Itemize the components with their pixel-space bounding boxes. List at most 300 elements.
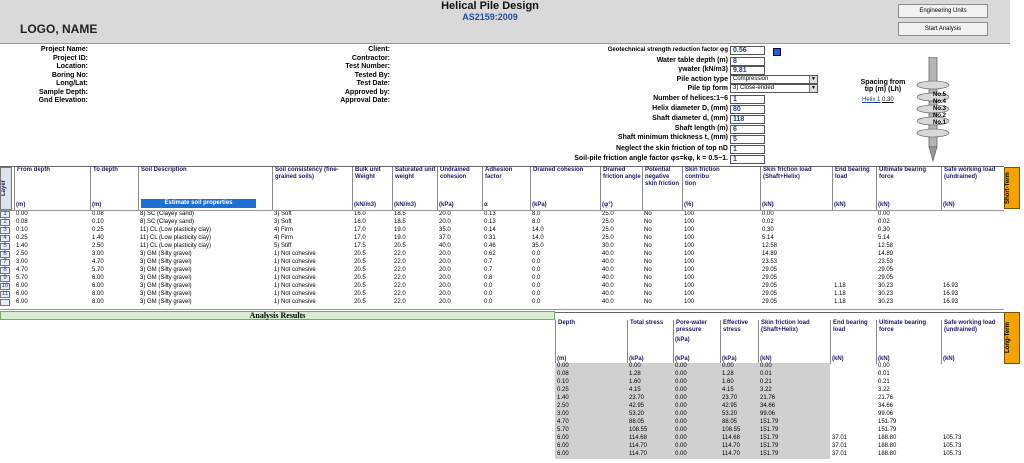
soil-table-cell[interactable]: 20.5	[354, 291, 366, 297]
soil-table-cell[interactable]: 0.14	[484, 227, 496, 233]
analysis-table-cell: 0.00	[673, 395, 720, 403]
soil-table-cell[interactable]: 0.7	[484, 267, 493, 273]
pile-tip-label: Pile tip form	[687, 85, 728, 92]
soil-col-header: Soil consistency (fine-grained soils)	[272, 167, 352, 210]
soil-table-cell[interactable]: 11) CL (Low plasticity clay)	[140, 235, 212, 241]
analysis-table-cell	[830, 371, 876, 379]
soil-table-cell: 0.00	[878, 211, 890, 217]
soil-table-cell[interactable]: 100	[684, 291, 695, 297]
soil-col-header: Bulk unit Weight	[352, 167, 392, 210]
helix-number: No.1	[933, 120, 947, 126]
estimate-soil-properties-button[interactable]: Estimate soil properties	[141, 199, 256, 208]
neglect-skin-label: Neglect the skin friction of top nD	[615, 145, 728, 152]
analysis-table-cell: 0.10	[555, 379, 627, 387]
soil-table-cell[interactable]: No	[644, 219, 652, 225]
soil-col-header: Adhesion factor	[482, 167, 530, 210]
analysis-table-cell: 114.70	[720, 451, 758, 459]
soil-table-cell: 0.30	[878, 227, 890, 233]
soil-table-cell[interactable]: 3) GM (Silty gravel)	[140, 267, 192, 273]
soil-table-cell: 16.93	[943, 291, 959, 297]
soil-table-cell: 12.58	[762, 243, 778, 249]
soil-table-cell[interactable]: 35.0	[439, 227, 451, 233]
soil-table-cell: 1.18	[834, 299, 846, 305]
soil-col-header: Undrained cohesion	[437, 167, 482, 210]
analysis-table-cell	[941, 379, 1001, 387]
soil-col-header: Ultimate bearing force	[876, 167, 941, 210]
soil-table-cell[interactable]: 100	[684, 299, 695, 305]
pile-action-label: Pile action type	[676, 76, 728, 83]
soil-table-cell[interactable]: 0.0	[484, 299, 493, 305]
soil-table-cell[interactable]: 22.0	[394, 259, 406, 265]
soil-table-cell[interactable]: 100	[684, 211, 695, 217]
soil-pile-friction-input[interactable]: 1	[730, 155, 765, 164]
analysis-results-title: Analysis Results	[0, 311, 555, 320]
row-number[interactable]: 7	[0, 259, 10, 266]
analysis-table-cell: 1.28	[627, 371, 673, 379]
soil-table-cell[interactable]: 6.00	[16, 283, 28, 289]
helices-input[interactable]: 1	[730, 95, 765, 104]
analysis-col-header: Effective stress	[720, 320, 758, 364]
shaft-length-input[interactable]: 6	[730, 125, 765, 134]
soil-table-cell[interactable]: No	[644, 251, 652, 257]
soil-table-cell[interactable]: 1) Not cohesive	[274, 283, 316, 289]
row-number[interactable]: 3	[0, 227, 10, 234]
soil-table-cell[interactable]: 0.31	[484, 235, 496, 241]
soil-table-cell[interactable]: 2.50	[92, 243, 104, 249]
analysis-table-cell	[830, 403, 876, 411]
soil-table-cell[interactable]: 1) Not cohesive	[274, 291, 316, 297]
soil-table-cell[interactable]: 100	[684, 267, 695, 273]
project-field-label: Tested By:	[354, 71, 390, 79]
soil-table-cell[interactable]: 0.25	[16, 235, 28, 241]
chevron-down-icon[interactable]: ▼	[809, 76, 817, 83]
long-term-tab[interactable]: Long-Term	[1004, 312, 1020, 364]
engineering-units-button[interactable]: Engineering Units	[898, 4, 988, 18]
soil-table-cell[interactable]: 22.0	[394, 275, 406, 281]
soil-table-cell[interactable]: 14.0	[532, 227, 544, 233]
soil-table-cell[interactable]: 100	[684, 219, 695, 225]
analysis-table-cell	[941, 419, 1001, 427]
analysis-table-cell	[830, 395, 876, 403]
neglect-skin-input[interactable]: 1	[730, 145, 765, 154]
soil-table-cell[interactable]: 20.5	[354, 251, 366, 257]
soil-table-cell[interactable]: 1.40	[92, 235, 104, 241]
soil-table-cell[interactable]: 8.0	[532, 211, 541, 217]
soil-table-cell[interactable]: 18.5	[394, 219, 406, 225]
strength-reduction-input[interactable]: 0.56	[730, 46, 765, 55]
soil-table-cell[interactable]: 22.0	[394, 299, 406, 305]
soil-table-cell[interactable]: 22.0	[394, 291, 406, 297]
soil-table-cell[interactable]: No	[644, 243, 652, 249]
pile-tip-select[interactable]	[730, 84, 818, 93]
soil-table-cell[interactable]: 0.0	[532, 283, 541, 289]
analysis-table-cell: 3.00	[555, 411, 627, 419]
analysis-table-cell: 0.00	[758, 363, 830, 371]
soil-table-cell[interactable]: 100	[684, 227, 695, 233]
soil-table-cell[interactable]: 100	[684, 283, 695, 289]
soil-table-cell[interactable]: 40.0	[602, 299, 614, 305]
soil-table-cell[interactable]: 1.40	[16, 243, 28, 249]
soil-table-cell[interactable]: 5) Stiff	[274, 243, 292, 249]
soil-table-cell[interactable]: 17.5	[354, 243, 366, 249]
analysis-table-cell: 1.60	[627, 379, 673, 387]
project-field-label: Contractor:	[351, 54, 390, 62]
analysis-table-cell: 37.01	[832, 443, 848, 449]
analysis-table-cell: 42.95	[720, 403, 758, 411]
soil-table-cell[interactable]: 40.0	[602, 251, 614, 257]
soil-table-cell[interactable]: 8.00	[92, 299, 104, 305]
soil-table-cell[interactable]: 0.7	[484, 259, 493, 265]
soil-table-cell: 30.23	[878, 291, 894, 297]
soil-table-cell[interactable]: 40.0	[602, 291, 614, 297]
analysis-table-cell: 4.15	[720, 387, 758, 395]
soil-table-cell[interactable]: 0.0	[532, 259, 541, 265]
soil-table-cell[interactable]: 0.0	[484, 291, 493, 297]
analysis-table-cell: 151.79	[758, 435, 830, 443]
soil-col-unit: (m)	[92, 202, 102, 208]
soil-table-cell[interactable]: No	[644, 275, 652, 281]
soil-table-cell[interactable]: 3) GM (Silty gravel)	[140, 299, 192, 305]
soil-table-cell[interactable]: 22.0	[394, 267, 406, 273]
soil-table-cell[interactable]: 4) Firm	[274, 235, 293, 241]
analysis-table-cell	[941, 403, 1001, 411]
soil-table-cell[interactable]: 3) GM (Silty gravel)	[140, 291, 192, 297]
analysis-table-cell: 108.55	[627, 427, 673, 435]
project-field-label: Test Number:	[345, 63, 390, 70]
soil-table-cell[interactable]: 40.0	[602, 275, 614, 281]
color-indicator[interactable]	[773, 48, 781, 56]
soil-table-cell[interactable]: 1) Not cohesive	[274, 299, 316, 305]
analysis-table-cell: 105.73	[943, 451, 962, 457]
soil-table-cell[interactable]: 0.0	[532, 267, 541, 273]
soil-table-cell[interactable]: 6.00	[92, 275, 104, 281]
strength-reduction-label: Geotechnical strength reduction factor φg	[607, 47, 728, 53]
soil-table-cell[interactable]: 1) Not cohesive	[274, 267, 316, 273]
soil-table-cell[interactable]: 20.0	[439, 219, 451, 225]
analysis-table-cell: 188.80	[878, 443, 897, 449]
analysis-table-cell: 37.01	[832, 435, 848, 441]
soil-table-cell[interactable]: No	[644, 259, 652, 265]
soil-table-cell[interactable]: 14.0	[532, 235, 544, 241]
soil-table-cell[interactable]: 11) CL (Low plasticity clay)	[140, 243, 212, 249]
soil-table-cell[interactable]: 25.0	[602, 211, 614, 217]
soil-table-cell[interactable]: 20.0	[439, 299, 451, 305]
soil-table-cell[interactable]: 0.0	[532, 275, 541, 281]
project-field-label: Gnd Elevation:	[38, 97, 88, 104]
analysis-table-cell: 42.95	[627, 403, 673, 411]
analysis-table-cell: 23.70	[627, 395, 673, 403]
soil-table-cell[interactable]: 100	[684, 235, 695, 241]
soil-col-header: Skin friction load (Shaft+Helix)	[760, 167, 832, 210]
water-table-input[interactable]: 8	[730, 57, 765, 66]
row-number[interactable]: 6	[0, 251, 10, 258]
soil-table-cell: 29.05	[762, 267, 778, 273]
helix-numbers	[933, 92, 946, 127]
soil-table-cell[interactable]: 0.62	[484, 251, 496, 257]
row-number[interactable]: 9	[0, 275, 10, 282]
soil-table-cell[interactable]: 20.5	[354, 267, 366, 273]
analysis-table-cell: 21.76	[878, 395, 894, 401]
soil-table-cell[interactable]: No	[644, 235, 652, 241]
soil-table-cell[interactable]: 40.0	[602, 267, 614, 273]
soil-table-cell[interactable]: 2.50	[16, 251, 28, 257]
soil-table-cell[interactable]: 6.00	[92, 283, 104, 289]
soil-table-cell[interactable]: 0.0	[532, 251, 541, 257]
soil-table-cell[interactable]: 1) Not cohesive	[274, 251, 316, 257]
soil-table-cell: 23.53	[762, 259, 778, 265]
soil-table-cell: 0.02	[762, 219, 774, 225]
analysis-table-cell: 0.08	[555, 371, 627, 379]
analysis-table-cell: 114.70	[720, 443, 758, 451]
analysis-table-cell: 0.21	[758, 379, 830, 387]
soil-table-cell[interactable]: 6.00	[16, 291, 28, 297]
analysis-col-header: Skin friction load (Shaft+Helix)	[758, 320, 830, 364]
soil-table-cell[interactable]: 25.0	[602, 235, 614, 241]
analysis-table-cell: 0.00	[673, 451, 720, 459]
soil-table-cell[interactable]: 25.0	[602, 219, 614, 225]
soil-table-cell[interactable]: 40.0	[602, 283, 614, 289]
soil-table-cell[interactable]: 20.0	[439, 267, 451, 273]
soil-table-cell: 30.23	[878, 283, 894, 289]
project-field-label: Client:	[368, 46, 390, 53]
soil-table-cell[interactable]: 8) SC (Clayey sand)	[140, 219, 195, 225]
analysis-table-cell: 6.00	[555, 443, 627, 451]
soil-table-cell[interactable]: 0.08	[92, 211, 104, 217]
soil-table-cell[interactable]: 19.0	[394, 227, 406, 233]
soil-table-cell[interactable]: 20.5	[394, 243, 406, 249]
project-field-label: Location:	[56, 63, 88, 70]
soil-table-cell[interactable]: 8.00	[92, 291, 104, 297]
soil-table-cell[interactable]: 1) Not cohesive	[274, 259, 316, 265]
soil-table-cell[interactable]: 3) Soft	[274, 211, 292, 217]
row-number[interactable]: 8	[0, 267, 10, 274]
analysis-table-cell: 0.00	[673, 387, 720, 395]
soil-table-cell[interactable]: 0.0	[532, 299, 541, 305]
analysis-col-unit: (kN)	[943, 356, 955, 362]
row-number[interactable]: 11	[1, 291, 9, 297]
start-analysis-button[interactable]: Start Analysis	[898, 22, 988, 36]
soil-table-cell[interactable]: No	[644, 291, 652, 297]
soil-table-cell[interactable]: 30.0	[602, 243, 614, 249]
soil-table-cell[interactable]: 18.5	[394, 211, 406, 217]
analysis-col-unit: (kN)	[760, 356, 772, 362]
helix-number: No.4	[933, 99, 947, 105]
helix-diameter-input[interactable]: 80	[730, 105, 765, 114]
soil-col-header: Drained friction angle	[600, 167, 642, 210]
soil-table-cell: 14.89	[878, 251, 894, 257]
shaft-diameter-input[interactable]: 118	[730, 115, 765, 124]
helix1-value[interactable]: 0.30	[882, 97, 894, 103]
soil-table-cell: 16.93	[943, 299, 959, 305]
analysis-table-cell	[941, 395, 1001, 403]
analysis-table-cell: 0.25	[555, 387, 627, 395]
soil-table-cell[interactable]: 17.0	[354, 227, 366, 233]
soil-table-cell[interactable]: No	[644, 267, 652, 273]
helices-label: Number of helices:1~6	[653, 95, 728, 102]
chevron-down-icon[interactable]: ▼	[809, 85, 817, 92]
analysis-table-cell: 1.28	[720, 371, 758, 379]
soil-table-cell[interactable]: 0.13	[484, 219, 496, 225]
analysis-table-cell: 0.00	[878, 363, 890, 369]
soil-table-cell[interactable]: 1) Not cohesive	[274, 275, 316, 281]
analysis-col-header: End bearing load	[830, 320, 876, 364]
soil-col-header: Skin friction contribu tion	[682, 167, 720, 210]
soil-table-cell[interactable]: 35.0	[532, 243, 544, 249]
analysis-table-cell: 0.00	[673, 403, 720, 411]
analysis-table-cell	[941, 387, 1001, 395]
soil-table-cell[interactable]: 20.0	[439, 283, 451, 289]
analysis-table-cell: 151.79	[878, 427, 897, 433]
analysis-table-cell: 21.76	[758, 395, 830, 403]
soil-table-cell[interactable]: 37.0	[439, 235, 451, 241]
pile-tip-value: 3) Close-ended	[733, 85, 775, 91]
soil-table-cell[interactable]: 20.5	[354, 259, 366, 265]
company-logo-text: LOGO, NAME	[20, 22, 98, 36]
soil-table-cell[interactable]: 20.0	[439, 291, 451, 297]
short-term-tab[interactable]: Short-Term	[1004, 167, 1020, 209]
project-field-label: Test Date:	[356, 80, 390, 87]
soil-table-cell[interactable]: No	[644, 211, 652, 217]
soil-table-cell[interactable]: 0.10	[16, 227, 28, 233]
soil-table-cell[interactable]: 20.0	[439, 259, 451, 265]
soil-col-unit: (kPa)	[532, 202, 547, 208]
analysis-table-cell: 0.00	[673, 427, 720, 435]
page-subtitle: AS2159:2009	[462, 12, 518, 22]
soil-table-cell[interactable]: 25.0	[602, 227, 614, 233]
project-field-label: Long/Lat:	[56, 80, 88, 87]
soil-table-cell[interactable]: 17.0	[354, 235, 366, 241]
soil-table-cell[interactable]: 3.00	[16, 259, 28, 265]
soil-table-cell[interactable]: No	[644, 283, 652, 289]
analysis-table-cell: 4.15	[627, 387, 673, 395]
helix1-link[interactable]: Helix 1	[862, 97, 881, 103]
soil-table-cell[interactable]: 0.8	[484, 275, 493, 281]
analysis-table-cell: 151.79	[758, 443, 830, 451]
soil-table-cell[interactable]: 40.0	[602, 259, 614, 265]
header-bar	[0, 0, 1010, 44]
row-number[interactable]: 2	[0, 219, 10, 226]
soil-table-cell[interactable]: No	[644, 299, 652, 305]
soil-table-cell[interactable]: 3) GM (Silty gravel)	[140, 283, 192, 289]
analysis-table-cell: 114.68	[627, 435, 673, 443]
soil-table-cell[interactable]: 0.00	[16, 211, 28, 217]
soil-table-cell[interactable]: 100	[684, 275, 695, 281]
row-number[interactable]	[0, 299, 10, 306]
shaft-thickness-input[interactable]: 5	[730, 135, 765, 144]
analysis-table-cell: 34.66	[878, 403, 894, 409]
analysis-table-cell: 88.05	[720, 419, 758, 427]
soil-table-cell[interactable]: 22.0	[394, 283, 406, 289]
analysis-table-cell	[830, 411, 876, 419]
soil-table-cell[interactable]: 0.13	[484, 211, 496, 217]
row-number[interactable]: 4	[0, 235, 10, 242]
project-field-label: Sample Depth:	[38, 88, 88, 96]
soil-col-unit: (kN/m3)	[394, 202, 417, 208]
soil-col-header: To depth	[90, 167, 138, 210]
soil-table-cell[interactable]: 100	[684, 251, 695, 257]
soil-col-header: Drained cohesion	[530, 167, 600, 210]
soil-table-cell[interactable]: 6.00	[16, 299, 28, 305]
row-number[interactable]: 5	[0, 243, 10, 250]
soil-table-cell[interactable]: 19.0	[394, 235, 406, 241]
analysis-table-cell: 3.22	[878, 387, 890, 393]
analysis-table-cell	[830, 419, 876, 427]
soil-table-cell[interactable]: 3.00	[92, 251, 104, 257]
analysis-table-cell: 151.79	[878, 419, 897, 425]
project-field-label: Approval Date:	[340, 97, 390, 104]
analysis-table-cell: 188.80	[878, 451, 897, 457]
soil-table-cell[interactable]: 20.5	[354, 275, 366, 281]
soil-table-cell[interactable]: 20.0	[439, 251, 451, 257]
soil-table-cell[interactable]: 3) GM (Silty gravel)	[140, 275, 192, 281]
soil-table-cell[interactable]: 20.5	[354, 299, 366, 305]
soil-table-cell[interactable]: 8) SC (Clayey sand)	[140, 211, 195, 217]
soil-table-cell[interactable]: No	[644, 227, 652, 233]
row-number[interactable]: 1	[0, 211, 10, 218]
soil-table-cell[interactable]: 20.5	[354, 283, 366, 289]
soil-table-cell[interactable]: 8.0	[532, 219, 541, 225]
soil-col-unit: (kN)	[943, 202, 955, 208]
analysis-table-cell	[830, 387, 876, 395]
analysis-table-cell: 0.00	[673, 371, 720, 379]
soil-table-cell[interactable]: 11) CL (Low plasticity clay)	[140, 227, 212, 233]
soil-table-cell[interactable]: 4.70	[92, 259, 104, 265]
analysis-table-cell: 1.60	[720, 379, 758, 387]
soil-table-cell[interactable]: 100	[684, 243, 695, 249]
soil-table-cell[interactable]: 16.0	[354, 211, 366, 217]
soil-table-cell[interactable]: 5.70	[16, 275, 28, 281]
analysis-table-cell: 114.68	[720, 435, 758, 443]
soil-table-cell[interactable]: 100	[684, 259, 695, 265]
spacing-label: Spacing from tip (m) (Lh)	[860, 79, 906, 93]
helix-number: No.5	[933, 92, 947, 98]
soil-table-cell[interactable]: 3) GM (Silty gravel)	[140, 259, 192, 265]
soil-table-cell[interactable]: 20.0	[439, 275, 451, 281]
soil-col-unit: (kN)	[762, 202, 774, 208]
pile-action-select[interactable]	[730, 75, 818, 84]
soil-table-cell: 29.05	[762, 291, 778, 297]
soil-col-header: Safe working load (undrained)	[941, 167, 1001, 210]
soil-table-cell[interactable]: 0.25	[92, 227, 104, 233]
soil-table-cell[interactable]: 20.0	[439, 211, 451, 217]
soil-table-cell: 30.23	[878, 299, 894, 305]
soil-table-cell: 29.05	[878, 275, 894, 281]
soil-table-cell[interactable]: 5.70	[92, 267, 104, 273]
analysis-table-cell: 2.50	[555, 403, 627, 411]
soil-table-cell[interactable]: 4) Firm	[274, 227, 293, 233]
gamma-water-input[interactable]: 9.81	[730, 66, 765, 75]
soil-table-cell[interactable]: 40.0	[439, 243, 451, 249]
soil-table-cell[interactable]: 3) GM (Silty gravel)	[140, 251, 192, 257]
soil-col-unit: (m)	[16, 202, 26, 208]
soil-table-cell[interactable]: 0.08	[16, 219, 28, 225]
soil-table-cell[interactable]: 0.46	[484, 243, 496, 249]
soil-table-cell[interactable]: 4.70	[16, 267, 28, 273]
analysis-table-cell: 0.00	[720, 363, 758, 371]
soil-table-cell[interactable]: 0.10	[92, 219, 104, 225]
soil-col-header: Saturated unit weight	[392, 167, 437, 210]
soil-table-cell[interactable]: 16.0	[354, 219, 366, 225]
soil-table-cell: 29.05	[762, 275, 778, 281]
analysis-table-cell: 0.01	[758, 371, 830, 379]
soil-table-cell[interactable]: 0.0	[532, 291, 541, 297]
soil-table-cell[interactable]: 22.0	[394, 251, 406, 257]
row-number[interactable]: 10	[1, 283, 9, 289]
shaft-diameter-label: Shaft diameter d, (mm)	[652, 115, 728, 122]
soil-table-cell[interactable]: 3) Soft	[274, 219, 292, 225]
soil-table-cell[interactable]: 0.0	[484, 283, 493, 289]
shaft-length-label: Shaft length (m)	[674, 125, 728, 132]
